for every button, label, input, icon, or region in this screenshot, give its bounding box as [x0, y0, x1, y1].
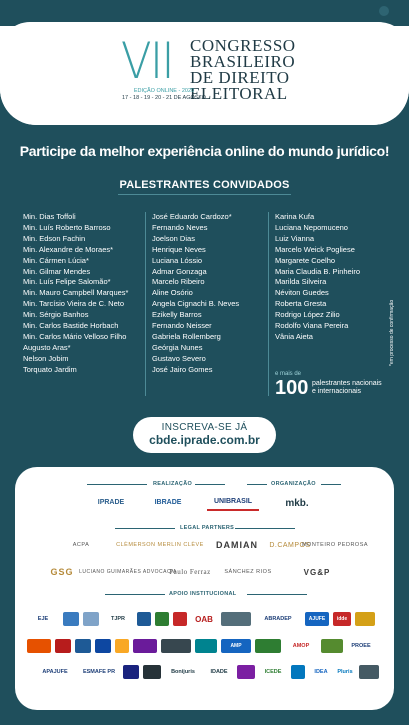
speaker-name: Geórgia Nunes	[152, 342, 203, 352]
section-line	[321, 484, 341, 485]
logo-apoio	[255, 639, 281, 653]
speaker-name: Maria Claudia B. Pinheiro	[275, 266, 361, 276]
logo-luciano-guimaraes: LUCIANO GUIMARÃES ADVOCACIA	[79, 569, 177, 575]
more-prefix: e mais de	[275, 371, 302, 377]
speaker-name: Min. Carlos Mário Velloso Filho	[23, 331, 127, 341]
section-line	[115, 528, 175, 529]
logo-apoio	[221, 612, 251, 626]
speaker-name: Nelson Jobim	[23, 353, 69, 363]
speakers-column-2	[152, 212, 239, 376]
logo-apoio	[359, 665, 379, 679]
confirmation-footnote: *em processo de confirmação	[389, 299, 395, 366]
speaker-name: José Eduardo Cardozo*	[152, 212, 232, 221]
register-label: INSCREVA-SE JÁ	[161, 422, 248, 433]
event-title-line: CONGRESSO	[190, 36, 296, 55]
speaker-name: Fernando Neisser	[152, 321, 212, 331]
logo-pluris: Pluris	[337, 669, 353, 675]
logo-monteiro-pedrosa: MONTEIRO PEDROSA	[301, 542, 369, 548]
logo-eje: EJE	[37, 616, 49, 622]
register-url[interactable]: cbde.iprade.com.br	[149, 433, 260, 447]
event-title-line: ELEITORAL	[190, 84, 288, 103]
speaker-name: Karina Kufa	[275, 212, 315, 221]
speaker-name: José Jairo Gomes	[152, 364, 213, 374]
logo-apoio	[195, 639, 217, 653]
event-dates: 17 - 18 - 19 - 20 - 21 DE AGOSTO	[122, 95, 206, 101]
logo-proee: PROEE	[351, 643, 371, 649]
more-description-line: palestrantes nacionais	[312, 380, 382, 387]
section-line	[105, 594, 165, 595]
speakers-divider	[118, 194, 291, 195]
speaker-name: Ezikelly Barros	[152, 310, 202, 320]
speaker-name: Min. Alexandre de Moraes*	[23, 244, 114, 254]
speaker-name: Min. Sérgio Banhos	[23, 310, 89, 320]
speaker-name: Rodolfo Viana Pereira	[275, 321, 349, 331]
speaker-name: Angela Cignachi B. Neves	[152, 299, 240, 309]
logo-apoio	[75, 639, 91, 653]
speaker-name: Min. Luís Felipe Salomão*	[23, 277, 111, 287]
logo-sanchez-rios: SÁNCHEZ RIOS	[224, 569, 272, 575]
more-description	[312, 380, 382, 396]
event-numeral: VII	[120, 32, 173, 90]
logo-ibrade: IBRADE	[154, 498, 182, 506]
apoio-label: APOIO INSTITUCIONAL	[169, 591, 237, 597]
logo-apoio	[133, 639, 157, 653]
speaker-name: Luiz Vianna	[275, 233, 315, 243]
logo-tjpr: TJPR	[110, 616, 126, 622]
logo-apoio	[55, 639, 71, 653]
tagline: Participe da melhor experiência online do mundo jurídico!	[19, 143, 390, 159]
logo-apoio	[237, 665, 255, 679]
logo-apoio	[143, 665, 161, 679]
speaker-name: Vânia Aieta	[275, 331, 313, 341]
logo-apoio	[115, 639, 129, 653]
speaker-name: Fernando Neves	[152, 222, 208, 232]
speaker-name: Roberta Gresta	[275, 299, 327, 309]
logo-apoio	[355, 612, 375, 626]
logo-bonijuris: Bonijuris	[171, 669, 195, 675]
speaker-name: Margarete Coelho	[275, 255, 336, 265]
logo-iprade: IPRADE	[97, 498, 125, 506]
logo-vgp: VG&P	[303, 567, 331, 577]
logo-apoio	[95, 639, 111, 653]
speaker-name: Luciana Lóssio	[152, 255, 203, 265]
logo-idea: IDEA	[314, 669, 328, 675]
logo-apoio	[161, 639, 191, 653]
speaker-name: Min. Mauro Campbell Marques*	[23, 288, 129, 298]
speaker-name: Min. Tarcísio Vieira de C. Neto	[23, 299, 125, 309]
logo-ajufe: AJUFE	[305, 612, 329, 626]
realizacao-label: REALIZAÇÃO	[153, 481, 193, 487]
speaker-name: Min. Edson Fachin	[23, 233, 86, 243]
logo-apoio	[123, 665, 139, 679]
logo-apoio	[321, 639, 343, 653]
sponsors-panel	[15, 467, 394, 710]
logo-clemerson: CLÈMERSON MERLIN CLÈVE	[116, 542, 204, 548]
logo-apoio	[173, 612, 187, 626]
more-number: 100	[275, 377, 309, 399]
speaker-name: Marilda Silveira	[275, 277, 327, 287]
logo-gsg: GSG	[50, 567, 74, 577]
logo-paulo-ferraz: Paulo Ferraz	[169, 568, 211, 576]
section-line	[235, 528, 295, 529]
edition-label: EDIÇÃO ONLINE - 2020	[133, 88, 195, 94]
logo-apoio	[27, 639, 51, 653]
logo-amop: AMOP	[292, 643, 310, 649]
legal-partners-label: LEGAL PARTNERS	[180, 525, 235, 531]
speaker-name: Min. Gilmar Mendes	[23, 266, 91, 276]
logo-acpa: ACPA	[72, 542, 90, 548]
speaker-name: Min. Carlos Bastide Horbach	[23, 321, 119, 331]
speaker-name: Augusto Aras*	[23, 342, 71, 352]
speaker-name: Torquato Jardim	[23, 364, 77, 374]
speaker-name: Min. Dias Toffoli	[23, 212, 76, 221]
speaker-name: Admar Gonzaga	[152, 266, 207, 276]
more-description-line: e internacionais	[312, 388, 362, 395]
logo-apoio	[83, 612, 99, 626]
event-edition	[122, 88, 206, 102]
logo-esmafe: ESMAFE PR	[82, 669, 116, 675]
column-divider	[145, 212, 146, 396]
logo-dcampos: D.CAMPOS	[269, 541, 311, 549]
speakers-column-3	[275, 212, 360, 343]
header-decoration	[379, 6, 389, 16]
speaker-name: Rodrigo López Zilio	[275, 310, 340, 320]
speaker-name: Min. Cármen Lúcia*	[23, 255, 89, 265]
logo-damian: DAMIAN	[216, 540, 258, 550]
logo-icede: ICEDE	[264, 669, 282, 675]
speakers-column-1	[23, 212, 128, 376]
speaker-name: Gustavo Severo	[152, 353, 206, 363]
logo-mkb: mkb.	[285, 497, 309, 509]
speaker-name: Gabriela Rollemberg	[152, 331, 221, 341]
event-title-line: DE DIREITO	[190, 68, 290, 87]
logo-apajufe: APAJUFE	[42, 669, 68, 675]
logo-abradep: ABRADEP	[264, 616, 292, 622]
column-divider	[268, 212, 269, 396]
logo-apoio	[291, 665, 305, 679]
speaker-name: Néviton Guedes	[275, 288, 329, 298]
logo-oab: OAB	[195, 614, 213, 624]
header-banner	[0, 0, 409, 125]
section-line	[87, 484, 147, 485]
logo-apoio	[137, 612, 151, 626]
speaker-name: Aline Osório	[152, 288, 193, 298]
section-line	[195, 484, 225, 485]
section-line	[247, 594, 307, 595]
logo-unibrasil: UNIBRASIL	[207, 493, 259, 511]
register-button[interactable]	[133, 417, 276, 453]
speaker-name: Henrique Neves	[152, 244, 206, 254]
speaker-name: Marcelo Weick Pogliese	[275, 244, 355, 254]
speaker-name: Marcelo Ribeiro	[152, 277, 205, 287]
logo-apoio	[63, 612, 79, 626]
event-title-line: BRASILEIRO	[190, 52, 296, 71]
speakers-title: PALESTRANTES CONVIDADOS	[119, 179, 290, 191]
organizacao-label: ORGANIZAÇÃO	[271, 481, 316, 487]
speaker-name: Luciana Nepomuceno	[275, 222, 348, 232]
logo-idade: IDADE	[210, 669, 228, 675]
speaker-name: Joelson Dias	[152, 233, 195, 243]
logo-idde: idde	[333, 612, 351, 626]
section-line	[247, 484, 267, 485]
logo-amp: AMP	[221, 639, 251, 653]
speaker-name: Min. Luís Roberto Barroso	[23, 222, 111, 232]
logo-apoio	[155, 612, 169, 626]
